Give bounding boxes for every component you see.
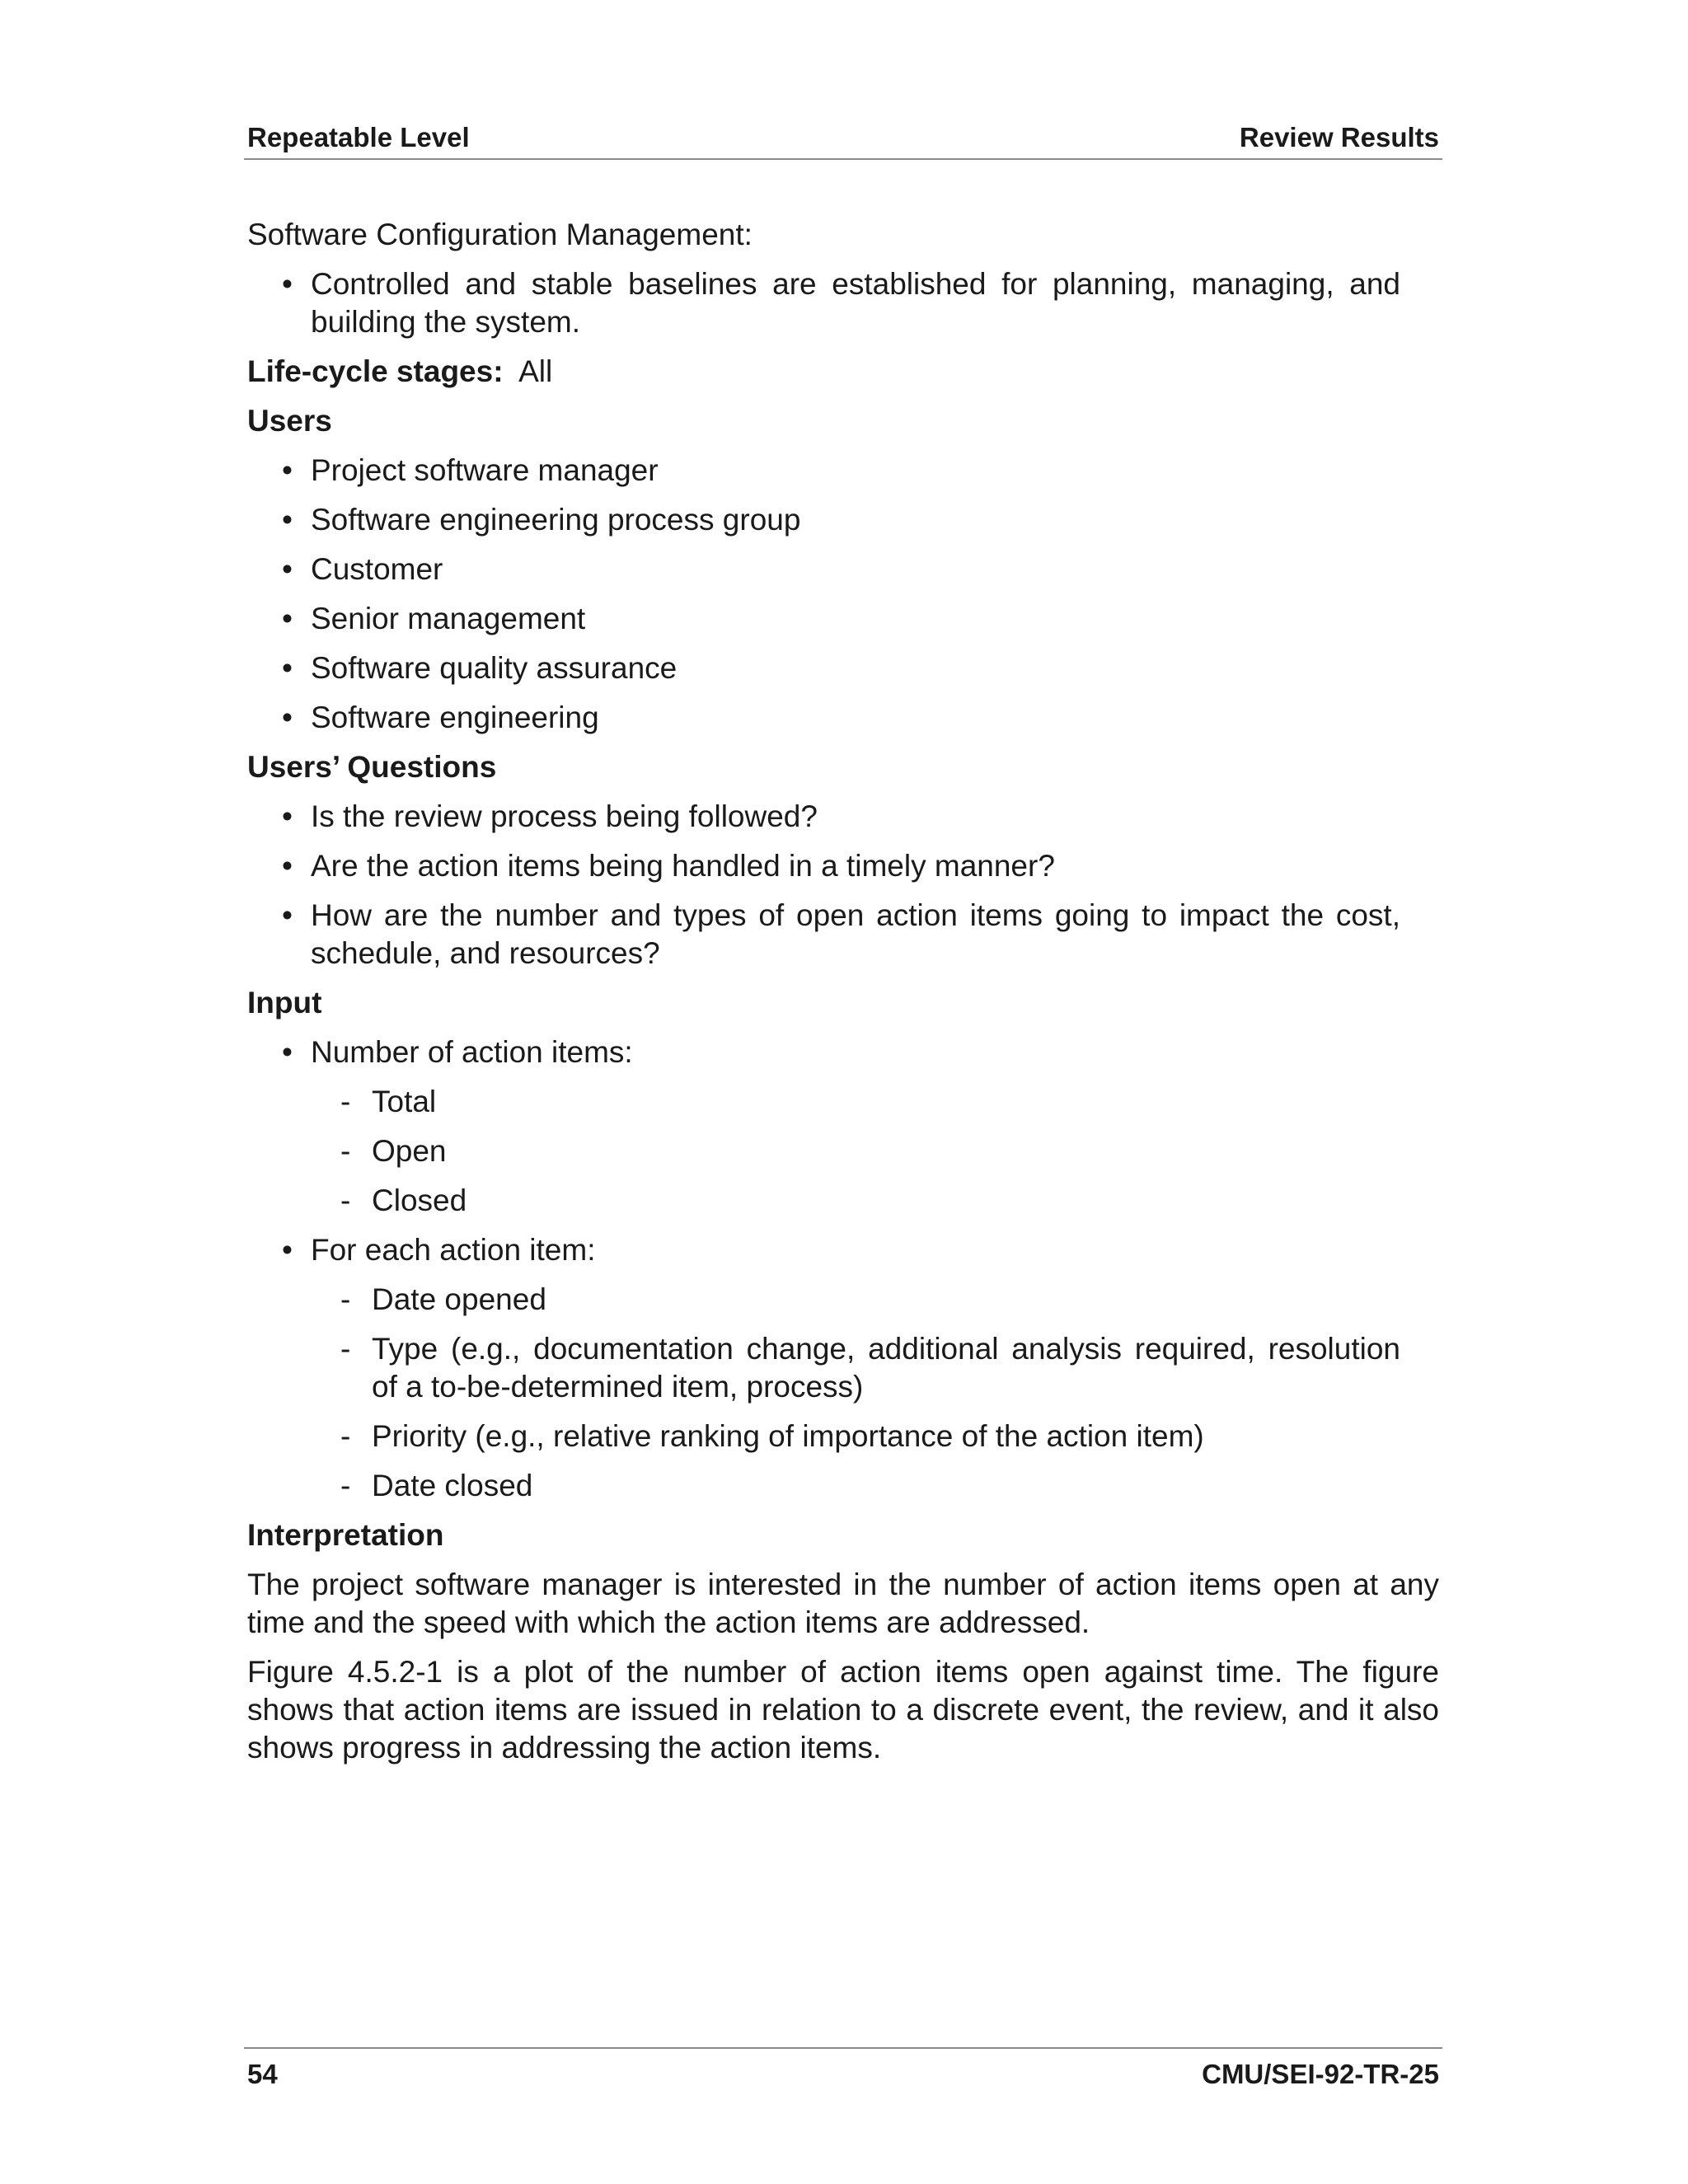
sub-list-item	[311, 1132, 1400, 1170]
sub-list-item	[311, 1418, 1400, 1455]
list-item-text: Software engineering	[311, 701, 599, 734]
lifecycle-value: All	[518, 354, 553, 388]
running-footer	[244, 2047, 1442, 2089]
bullet-glyph: •	[282, 898, 293, 932]
list-item	[247, 551, 1439, 588]
sub-list-item	[311, 1330, 1400, 1406]
header-topic-title: Review Results	[1239, 122, 1439, 152]
list-item	[247, 452, 1439, 490]
list-item-text: Senior management	[311, 602, 586, 635]
list-item	[247, 1231, 1439, 1505]
sub-list-item	[311, 1281, 1400, 1319]
sub-list-item	[311, 1083, 1400, 1121]
dash-glyph: -	[340, 1282, 351, 1316]
questions-heading: Users’ Questions	[247, 750, 497, 784]
list-item	[247, 501, 1439, 539]
interpretation-paragraph-2: Figure 4.5.2-1 is a plot of the number of action items open against time. The figure shows that action items are issued in relation to a discrete event, the review, and it also shows progress in addressing the action items.	[247, 1655, 1439, 1765]
bullet-glyph: •	[282, 267, 293, 301]
sub-list-item-text: Priority (e.g., relative ranking of importance of the action item)	[372, 1419, 1204, 1453]
sub-list	[311, 1281, 1400, 1505]
input-heading: Input	[247, 986, 322, 1019]
bullet-glyph: •	[282, 651, 293, 685]
input-list	[247, 1033, 1439, 1505]
list-item	[247, 699, 1439, 737]
list-item-text: Is the review process being followed?	[311, 799, 818, 833]
list-item-text: Are the action items being handled in a timely manner?	[311, 849, 1055, 883]
document-page	[247, 0, 1439, 2184]
running-header	[244, 122, 1442, 160]
report-id: CMU/SEI-92-TR-25	[1202, 2059, 1439, 2089]
dash-glyph: -	[340, 1085, 351, 1118]
bullet-glyph: •	[282, 1035, 293, 1069]
dash-glyph: -	[340, 1419, 351, 1453]
questions-list	[247, 798, 1439, 972]
bullet-glyph: •	[282, 799, 293, 833]
sub-list-item-text: Type (e.g., documentation change, additional analysis required, resolution of a to-be-determined item, process)	[372, 1332, 1400, 1404]
sub-list-item-text: Date closed	[372, 1469, 533, 1502]
bullet-glyph: •	[282, 453, 293, 487]
sub-list	[311, 1083, 1400, 1220]
list-item	[247, 265, 1439, 341]
sub-list-item-text: Open	[372, 1134, 447, 1168]
sub-list-item	[311, 1182, 1400, 1220]
interpretation-paragraph-1: The project software manager is interested in the number of action items open at any time and the speed with which the action items are addressed.	[247, 1568, 1439, 1639]
dash-glyph: -	[340, 1183, 351, 1217]
users-heading: Users	[247, 404, 332, 438]
list-item	[247, 600, 1439, 638]
dash-glyph: -	[340, 1469, 351, 1502]
bullet-glyph: •	[282, 503, 293, 537]
list-item-text: Project software manager	[311, 453, 659, 487]
bullet-glyph: •	[282, 552, 293, 586]
page-number: 54	[247, 2059, 278, 2089]
dash-glyph: -	[340, 1134, 351, 1168]
list-item-text: For each action item:	[311, 1233, 596, 1267]
scm-list	[247, 265, 1439, 341]
lifecycle-label: Life-cycle stages:	[247, 354, 504, 388]
sub-list-item	[311, 1467, 1400, 1505]
list-item-text: How are the number and types of open action items going to impact the cost, schedule, and resources?	[311, 898, 1400, 970]
bullet-glyph: •	[282, 701, 293, 734]
list-item-text: Software engineering process group	[311, 503, 801, 537]
lifecycle-line	[247, 353, 1439, 391]
list-item	[247, 649, 1439, 687]
scm-heading: Software Configuration Management:	[247, 218, 753, 251]
list-item	[247, 798, 1439, 836]
list-item	[247, 897, 1439, 972]
interpretation-heading: Interpretation	[247, 1518, 444, 1552]
list-item-text: Software quality assurance	[311, 651, 678, 685]
sub-list-item-text: Closed	[372, 1183, 467, 1217]
list-item-text: Controlled and stable baselines are established for planning, managing, and building the system.	[311, 267, 1400, 339]
list-item-text: Number of action items:	[311, 1035, 633, 1069]
body-text	[247, 216, 1439, 1779]
header-section-title: Repeatable Level	[247, 122, 470, 152]
bullet-glyph: •	[282, 1233, 293, 1267]
sub-list-item-text: Total	[372, 1085, 437, 1118]
bullet-glyph: •	[282, 849, 293, 883]
list-item	[247, 847, 1439, 885]
bullet-glyph: •	[282, 602, 293, 635]
users-list	[247, 452, 1439, 737]
list-item	[247, 1033, 1439, 1220]
list-item-text: Customer	[311, 552, 443, 586]
sub-list-item-text: Date opened	[372, 1282, 546, 1316]
dash-glyph: -	[340, 1332, 351, 1366]
